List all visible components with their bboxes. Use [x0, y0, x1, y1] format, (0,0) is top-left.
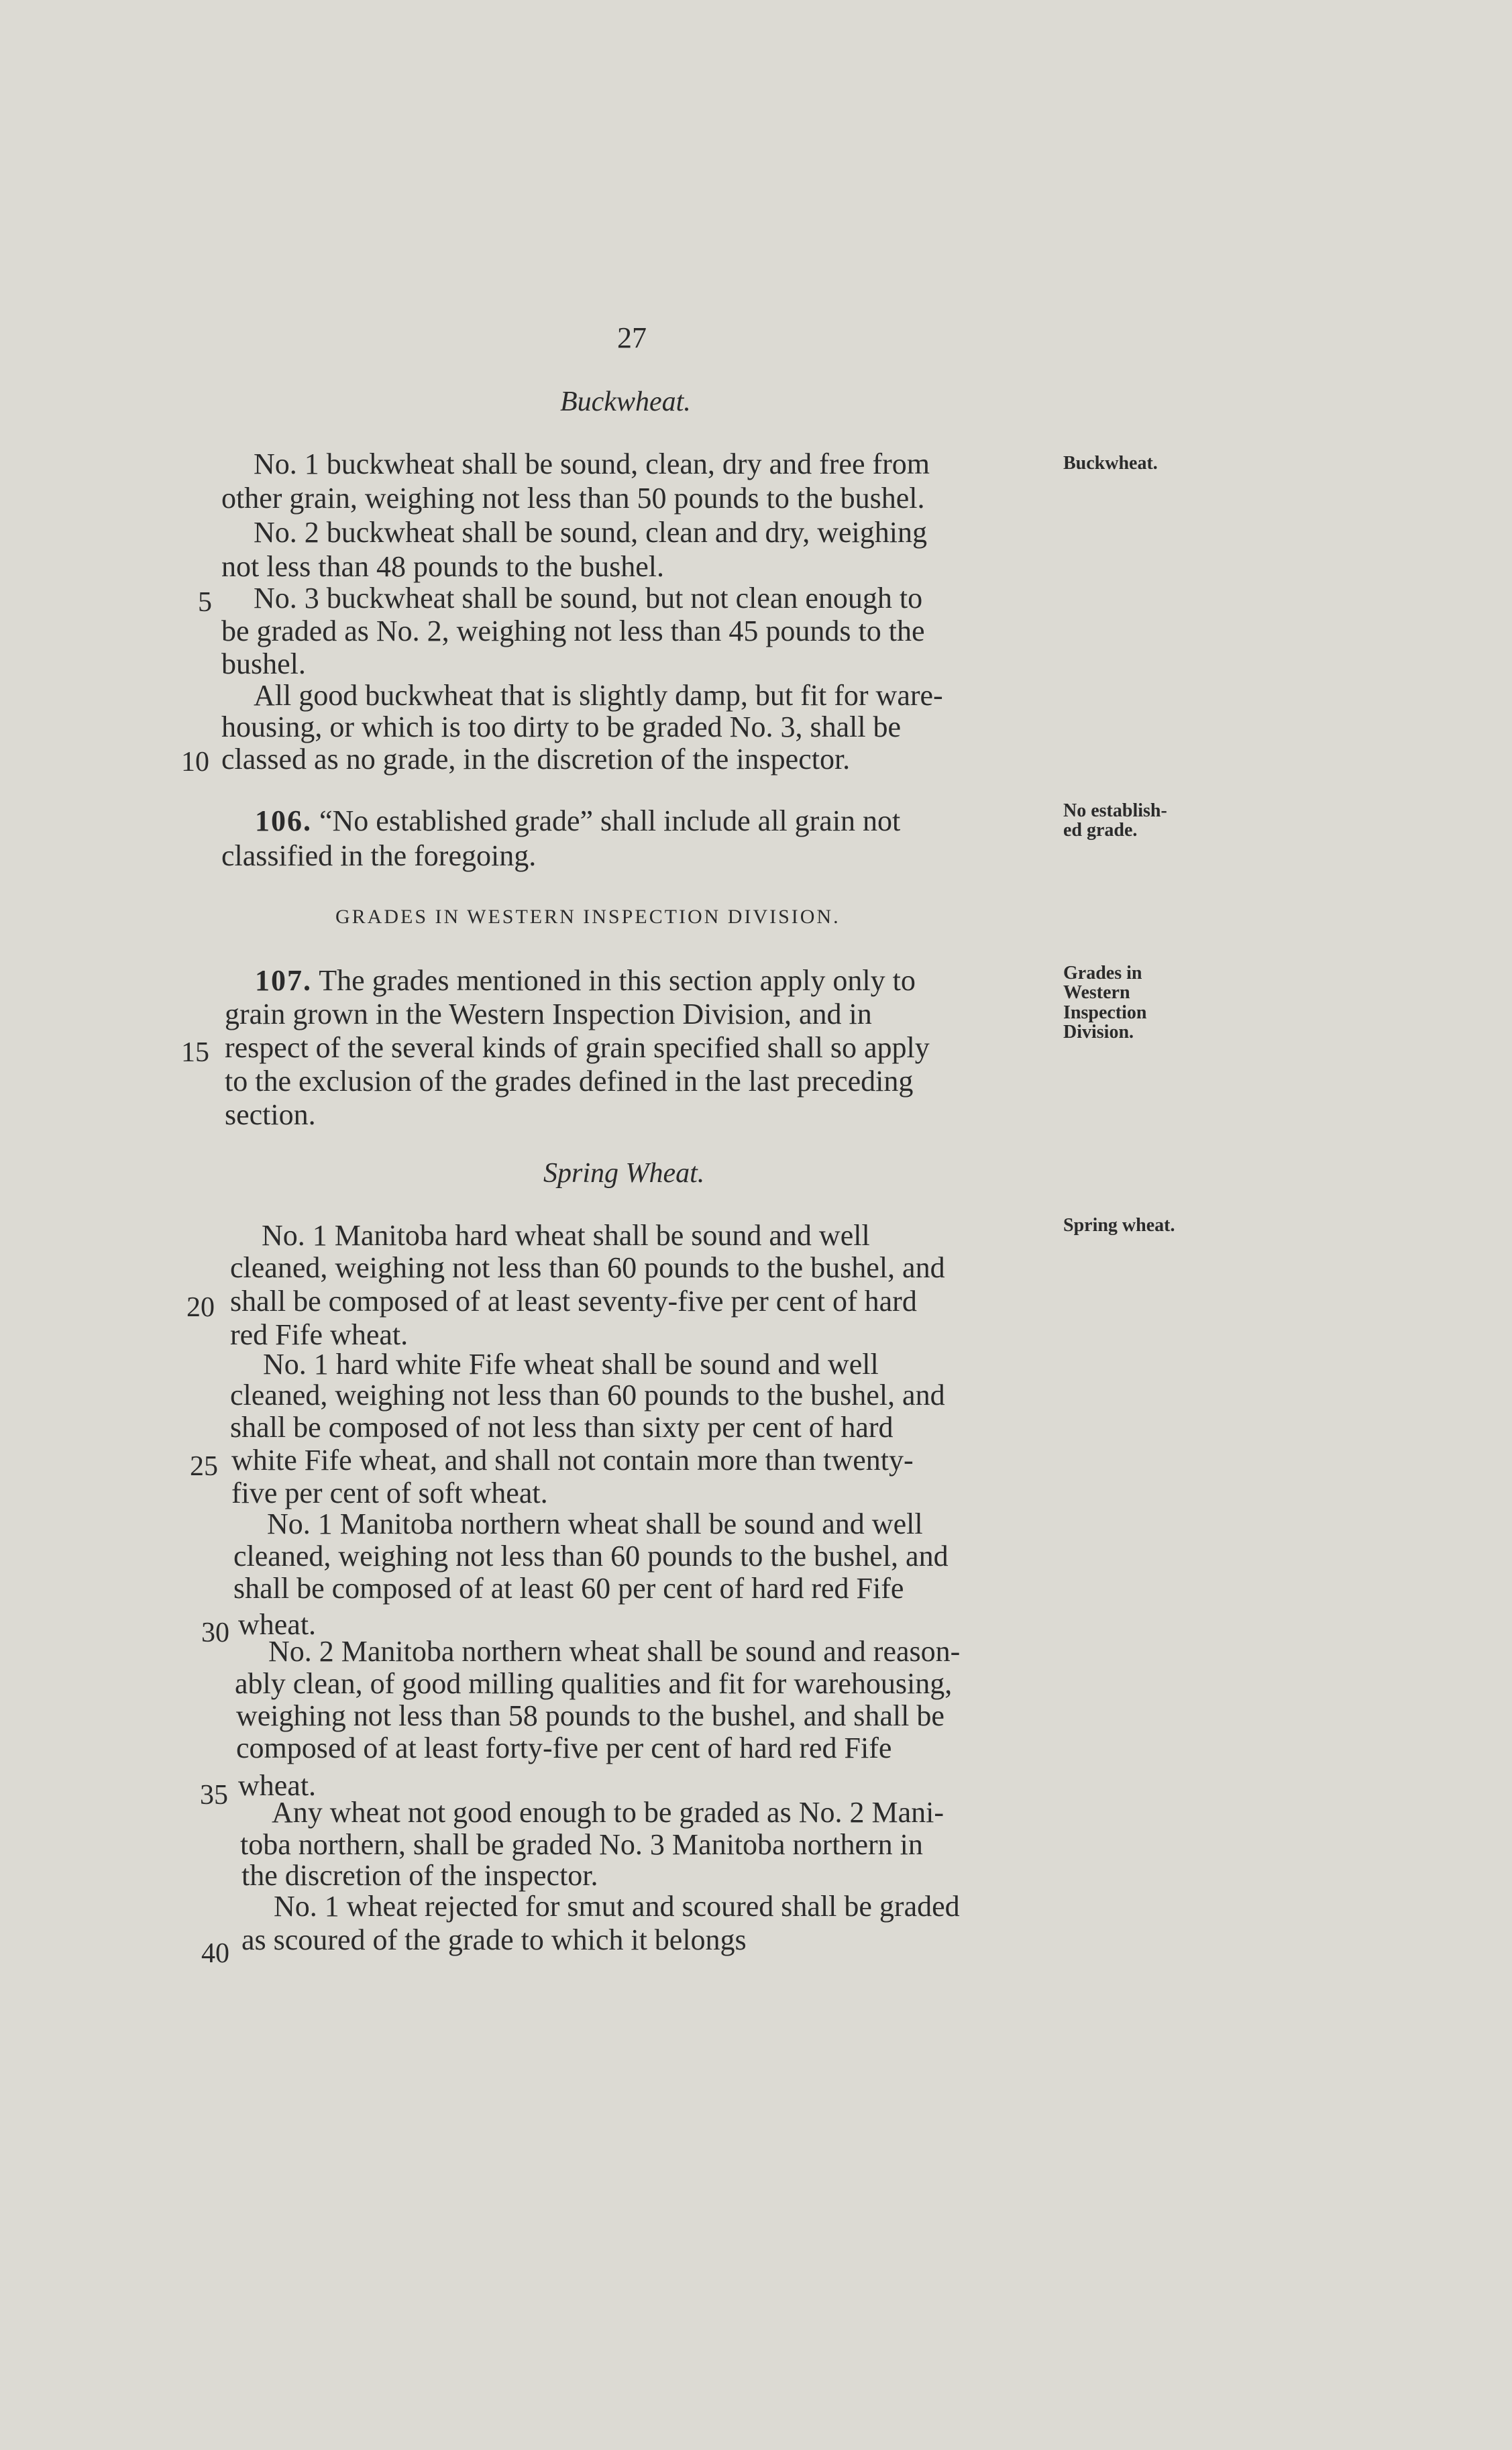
text-line-14: grain grown in the Western Inspection Division, and in: [225, 998, 872, 1030]
text-line-16: to the exclusion of the grades defined in the last preceding: [225, 1065, 914, 1098]
text-line-15: respect of the several kinds of grain specified shall so apply: [225, 1031, 930, 1064]
margin-note-line: No establish-: [1063, 800, 1167, 821]
text-line-37: toba northern, shall be graded No. 3 Manitoba northern in: [240, 1828, 923, 1861]
text-line-31: No. 2 Manitoba northern wheat shall be sound and reason-: [268, 1635, 961, 1668]
line-number-5: 5: [198, 587, 212, 618]
text-line-21: red Fife wheat.: [230, 1318, 409, 1351]
margin-note-line: ed grade.: [1063, 820, 1138, 841]
line-number-10: 10: [181, 747, 209, 778]
text-line-10: classed as no grade, in the discretion of the inspector.: [221, 743, 851, 776]
text-line-35: wheat.: [238, 1769, 317, 1802]
text-line-26: five per cent of soft wheat.: [231, 1477, 548, 1509]
margin-note-grades-western: [1063, 963, 1146, 1043]
text-line-34: composed of at least forty-five per cent of hard red Fife: [236, 1732, 892, 1764]
text-line-13: [255, 966, 1087, 996]
text-line-36: Any wheat not good enough to be graded as No. 2 Mani-: [272, 1796, 944, 1829]
text-line-23: cleaned, weighing not less than 60 pounds to the bushel, and: [230, 1379, 945, 1412]
text-line-39: No. 1 wheat rejected for smut and scoured shall be graded: [274, 1890, 960, 1923]
text-line-32: ably clean, of good milling qualities and fit for warehousing,: [235, 1667, 953, 1700]
text-line-22: No. 1 hard white Fife wheat shall be sound and well: [263, 1348, 879, 1381]
text-line-29: shall be composed of at least 60 per cent of hard red Fife: [233, 1572, 904, 1605]
text-line-9: housing, or which is too dirty to be graded No. 3, shall be: [221, 710, 902, 743]
section-title: GRADES IN WESTERN INSPECTION DIVISION.: [335, 906, 841, 928]
line-number-30: 30: [201, 1617, 229, 1648]
margin-note-no-established-grade: [1063, 801, 1167, 841]
heading-spring-wheat: Spring Wheat.: [543, 1158, 705, 1189]
heading-buckwheat: Buckwheat.: [560, 386, 691, 417]
text-line-8: All good buckwheat that is slightly damp, but fit for ware-: [254, 679, 943, 712]
section-number-107: 107.: [255, 964, 312, 997]
margin-note-spring-wheat: Spring wheat.: [1063, 1215, 1175, 1236]
text-line-1: No. 1 buckwheat shall be sound, clean, dry and free from: [254, 447, 930, 480]
section-107-text: The grades mentioned in this section apply only to: [319, 964, 916, 997]
text-line-19: cleaned, weighing not less than 60 pounds to the bushel, and: [230, 1251, 945, 1284]
page-number: 27: [617, 321, 647, 354]
text-line-6: be graded as No. 2, weighing not less than 45 pounds to the: [221, 615, 925, 647]
text-line-5: No. 3 buckwheat shall be sound, but not clean enough to: [254, 582, 923, 615]
text-line-2: other grain, weighing not less than 50 pounds to the bushel.: [221, 482, 925, 515]
line-number-35: 35: [200, 1780, 228, 1811]
text-line-33: weighing not less than 58 pounds to the bushel, and shall be: [236, 1699, 944, 1732]
text-line-24: shall be composed of not less than sixty per cent of hard: [230, 1411, 894, 1444]
text-line-3: No. 2 buckwheat shall be sound, clean and dry, weighing: [254, 516, 928, 549]
text-line-27: No. 1 Manitoba northern wheat shall be sound and well: [267, 1507, 923, 1540]
margin-note-line: Inspection: [1063, 1002, 1147, 1023]
margin-note-buckwheat: Buckwheat.: [1063, 453, 1158, 474]
margin-note-line: Division.: [1063, 1022, 1134, 1043]
text-line-7: bushel.: [221, 647, 306, 680]
text-line-20: shall be composed of at least seventy-five per cent of hard: [230, 1285, 917, 1318]
margin-note-line: Grades in: [1063, 963, 1142, 983]
section-106-text: “No established grade” shall include all grain not: [319, 804, 901, 837]
text-line-38: the discretion of the inspector.: [241, 1859, 598, 1892]
line-number-25: 25: [190, 1451, 218, 1482]
line-number-15: 15: [181, 1037, 209, 1068]
text-line-17: section.: [225, 1098, 316, 1131]
text-line-30: wheat.: [238, 1608, 317, 1641]
text-line-4: not less than 48 pounds to the bushel.: [221, 550, 664, 583]
text-line-11: [255, 806, 1087, 836]
line-number-20: 20: [186, 1292, 215, 1323]
text-line-28: cleaned, weighing not less than 60 pounds to the bushel, and: [233, 1540, 949, 1573]
text-line-18: No. 1 Manitoba hard wheat shall be sound and well: [262, 1219, 870, 1252]
text-line-25: white Fife wheat, and shall not contain more than twenty-: [231, 1444, 914, 1477]
line-number-40: 40: [201, 1938, 229, 1969]
section-number-106: 106.: [255, 804, 312, 837]
text-line-12: classified in the foregoing.: [221, 839, 537, 872]
margin-note-line: Western: [1063, 982, 1130, 1004]
text-line-40: as scoured of the grade to which it belongs: [241, 1923, 747, 1956]
